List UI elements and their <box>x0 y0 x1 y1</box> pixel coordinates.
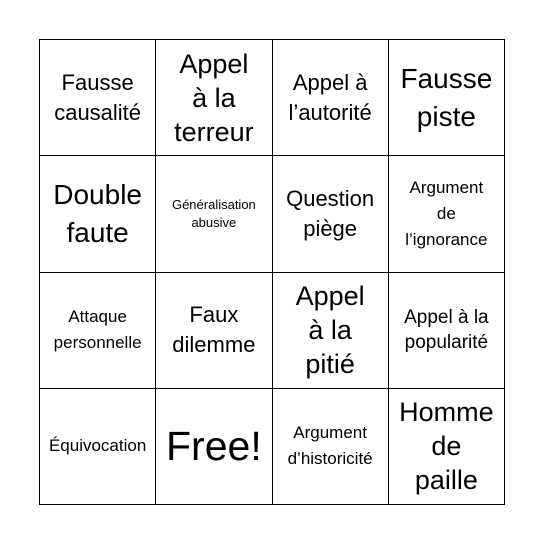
bingo-cell[interactable] <box>273 40 389 156</box>
cell-label: Fausse causalité <box>54 69 142 125</box>
cell-label: Appel à l’autorité <box>288 69 372 125</box>
bingo-cell[interactable] <box>389 273 505 389</box>
cell-label: Appel à la terreur <box>174 48 254 147</box>
bingo-cell[interactable] <box>273 273 389 389</box>
bingo-cell[interactable] <box>156 156 272 272</box>
bingo-board <box>39 39 505 505</box>
cell-label: Généralisation abusive <box>171 196 256 230</box>
cell-label: Argument de l’ignorance <box>405 177 488 249</box>
bingo-cell[interactable] <box>40 156 156 272</box>
cell-label: Argument d’historicité <box>287 423 373 469</box>
cell-label: Attaque personnelle <box>53 307 142 353</box>
bingo-cell[interactable] <box>156 273 272 389</box>
cell-label: Question piège <box>286 185 375 241</box>
free-cell[interactable] <box>156 389 272 505</box>
free-label: Free! <box>166 422 262 469</box>
bingo-cell[interactable] <box>389 389 505 505</box>
cell-label: Équivocation <box>48 436 147 456</box>
cell-label: Double faute <box>53 178 142 248</box>
cell-label: Appel à la popularité <box>404 307 489 354</box>
bingo-cell[interactable] <box>273 389 389 505</box>
cell-label: Appel à la pitié <box>295 281 365 380</box>
bingo-cell[interactable] <box>156 40 272 156</box>
bingo-cell[interactable] <box>389 156 505 272</box>
cell-label: Faux dilemme <box>172 302 256 358</box>
cell-label: Homme de paille <box>399 397 494 496</box>
bingo-cell[interactable] <box>273 156 389 272</box>
bingo-cell[interactable] <box>40 389 156 505</box>
bingo-cell[interactable] <box>389 40 505 156</box>
cell-label: Fausse piste <box>400 62 493 132</box>
bingo-cell[interactable] <box>40 40 156 156</box>
bingo-cell[interactable] <box>40 273 156 389</box>
